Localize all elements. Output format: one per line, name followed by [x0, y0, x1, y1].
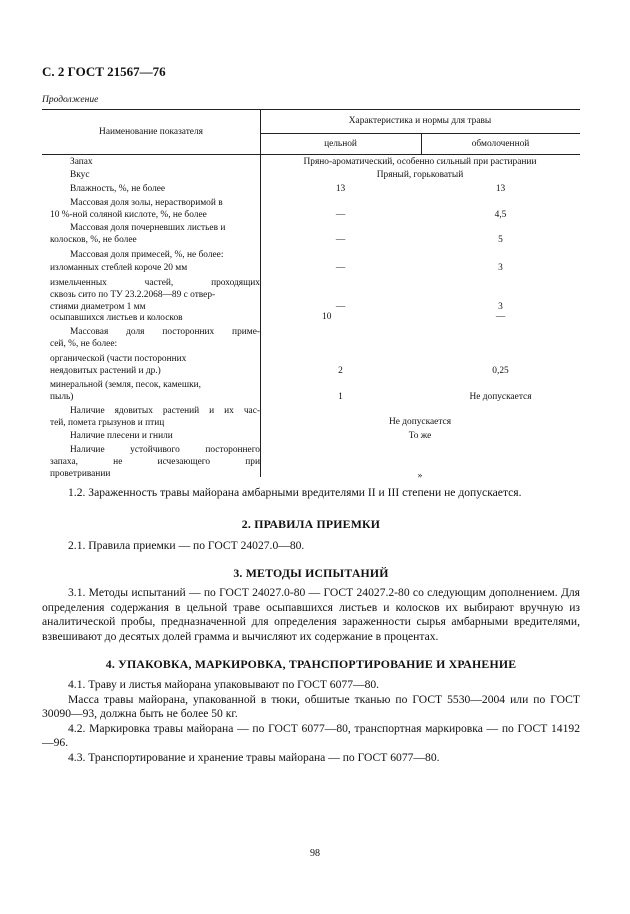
column-header-whole: цельной	[324, 139, 357, 149]
row-name-foreign-l1: Массовая доля посторонних приме-	[70, 327, 260, 337]
row-value-odor: »	[417, 471, 423, 481]
paragraph-4-2-text: 4.2. Маркировка травы майорана — по ГОСТ 6077—80, транспортная маркировка — по ГОСТ 14192—96.	[42, 721, 580, 749]
row-name-blackened-l1: Массовая доля почерневших листьев и	[70, 223, 226, 233]
row-whole-ash: —	[335, 210, 346, 220]
row-name-ash-l1: Массовая доля золы, нерастворимой в	[70, 198, 223, 208]
row-whole-crushed: —	[335, 302, 346, 312]
row-name-organic-l2: неядовитых растений и др.)	[50, 366, 161, 376]
section-3-title: 3. МЕТОДЫ ИСПЫТАНИЙ	[233, 566, 389, 580]
row-name-foreign-l2: сей, %, не более:	[50, 339, 118, 349]
row-threshed-crushed: 3	[498, 302, 503, 312]
paragraph-4-1b-text: Масса травы майорана, упакованной в тюки, обшитые тканью по ГОСТ 5530—2004 или по ГОСТ 30090—93, должна быть не более 50 кг.	[42, 692, 580, 720]
row-name-crushed-l3: стиями диаметром 1 мм	[50, 302, 146, 312]
row-threshed-organic: 0,25	[492, 366, 509, 376]
page-number: 98	[310, 848, 320, 859]
row-value-taste: Пряный, горьковатый	[376, 170, 464, 180]
paragraph-1-2	[42, 486, 580, 501]
row-whole-organic: 2	[338, 366, 343, 376]
table-continuation-label: Продолжение	[42, 95, 99, 105]
specification-table	[42, 109, 580, 481]
row-name-broken-stems: изломанных стеблей короче 20 мм	[50, 263, 188, 273]
column-header-name: Наименование показателя	[99, 127, 203, 137]
row-name-fallen-leaves: осыпавшихся листьев и колосков	[50, 313, 183, 323]
paragraph-3-1-text: 3.1. Методы испытаний — по ГОСТ 24027.0-80 — ГОСТ 24027.2-80 со следующим дополнением. Для определения содержания в цельной траве осыпавшихся листьев и колосков их выбирают вручную из аналитической пробы, предназначенной для определения зараженности сырья амбарными вредителями, взвешивают до десятых долей грамма и вычисляют их содержание в процентах.	[42, 586, 580, 643]
column-header-group: Характеристика и нормы для травы	[348, 116, 492, 126]
row-name-odor-l1: Наличие устойчивого постороннего	[70, 445, 260, 455]
row-name-mineral-l2: пыль)	[50, 392, 74, 402]
row-name-impurities: Массовая доля примесей, %, не более:	[70, 250, 224, 260]
row-whole-moisture: 13	[335, 184, 346, 194]
row-name-blackened-l2: колосков, %, не более	[50, 235, 137, 245]
paragraph-3-1	[42, 586, 580, 644]
section-2-title: 2. ПРАВИЛА ПРИЕМКИ	[241, 517, 381, 531]
paragraph-2-1-text: 2.1. Правила приемки — по ГОСТ 24027.0—80.	[68, 539, 305, 552]
row-name-moisture: Влажность, %, не более	[70, 184, 166, 194]
row-name-odor-l3: проветривании	[50, 469, 111, 479]
row-name-taste: Вкус	[70, 170, 90, 180]
row-whole-mineral: 1	[338, 392, 343, 402]
row-whole-broken-stems: —	[335, 263, 346, 273]
row-whole-fallen-leaves: 10	[322, 312, 332, 322]
paragraph-4-3-text: 4.3. Транспортирование и хранение травы майорана — по ГОСТ 6077—80.	[68, 750, 440, 764]
row-value-mold: То же	[408, 431, 432, 441]
row-threshed-blackened: 5	[498, 235, 503, 245]
row-threshed-moisture: 13	[495, 184, 506, 194]
row-name-odor-l2: запаха, не исчезающего при	[50, 457, 260, 467]
row-value-poisonous: Не допускается	[388, 417, 452, 427]
running-header: С. 2 ГОСТ 21567—76	[42, 64, 166, 79]
row-whole-blackened: —	[335, 235, 346, 245]
row-name-mold: Наличие плесени и гнили	[70, 431, 173, 441]
row-name-poisonous-l1: Наличие ядовитых растений и их час-	[70, 406, 260, 416]
row-name-crushed-l2: сквозь сито по ТУ 23.2.2068—89 с отвер-	[50, 290, 216, 300]
row-threshed-ash: 4,5	[494, 210, 507, 220]
row-threshed-broken-stems: 3	[498, 263, 503, 273]
row-name-smell: Запах	[70, 157, 93, 167]
row-name-poisonous-l2: тей, помета грызунов и птиц	[50, 418, 165, 428]
section-4-title: 4. УПАКОВКА, МАРКИРОВКА, ТРАНСПОРТИРОВАНИЕ И ХРАНЕНИЕ	[105, 657, 517, 671]
paragraph-2-1	[42, 539, 580, 554]
paragraph-4-1a-text: 4.1. Траву и листья майорана упаковывают по ГОСТ 6077—80.	[68, 678, 380, 691]
row-value-smell: Пряно-ароматический, особенно сильный при растирании	[303, 157, 537, 167]
row-name-ash-l2: 10 %-ной соляной кислоте, %, не более	[50, 210, 207, 220]
section-4-body	[42, 678, 580, 765]
row-name-organic-l1: органической (части посторонних	[50, 354, 187, 364]
row-threshed-mineral: Не допускается	[469, 392, 532, 402]
paragraph-1-2-text: 1.2. Зараженность травы майорана амбарными вредителями II и III степени не допускается.	[68, 486, 522, 499]
row-name-mineral-l1: минеральной (земля, песок, камешки,	[50, 380, 201, 390]
column-header-threshed: обмолоченной	[471, 139, 530, 149]
row-name-crushed-l1: измельченных частей, проходящих	[50, 278, 260, 288]
row-threshed-fallen-leaves: —	[495, 312, 506, 322]
